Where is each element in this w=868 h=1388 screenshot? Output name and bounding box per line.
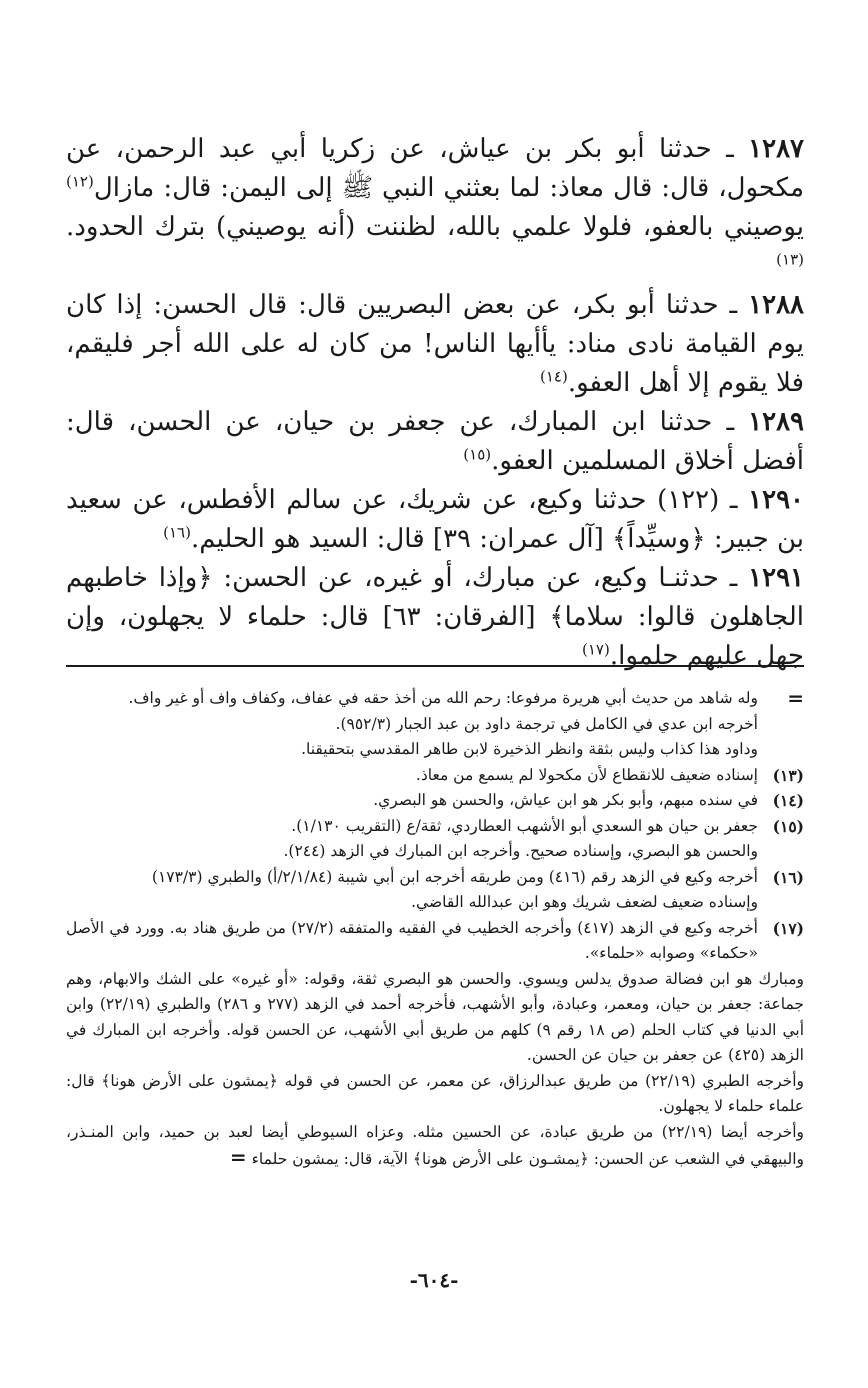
- footnote-line: جعفر بن حيان هو السعدي أبو الأشهب العطاردي، ثقة/ع (التقريب ١/١٣٠).: [291, 816, 758, 835]
- footnote-13: [66, 763, 804, 789]
- paragraph-1289: [66, 403, 804, 481]
- footnote-ref: (١٧): [581, 640, 610, 659]
- footnote-17-tail-2: وأخرجه الطبري (٢٢/١٩) من طريق عبدالرزاق، عن معمر، عن الحسن في قوله ﴿يمشون على الأرض هونا﴾ قال: علماء حلماء لا يجهلون.: [66, 1071, 805, 1115]
- hadith-number: ١٢٩١: [748, 563, 804, 593]
- footnote-line: وله شاهد من حديث أبي هريرة مرفوعا: رحم الله من أخذ حقه في عفاف، وكفاف واف أو غير واف.: [128, 689, 758, 707]
- footnote-17-tail-1: ومبارك هو ابن فضالة صدوق يدلس ويسوي. والحسن هو البصري ثقة، وقوله: «أو غيره» على الشك والابهام، وهم جماعة: جعفر بن حيان، ومعمر، وعبادة، وأبو الأشهب، فأخرجه أحمد في الزهد (٢٧٧ و ٢٨٦) والطبري (٢٢/١٩) وابن أبي الدنيا في كتاب الحلم (ص ١٨ رقم ٩) كلهم من طريق أبي الأشهب، عن الحسن قوله. وأخرجه ابن المبارك في الزهد (٤٢٥) عن جعفر بن حيان عن الحسن.: [66, 969, 804, 1064]
- hadith-text: ـ حدثنا أبو بكر، عن بعض البصريين قال: قال الحسن: إذا كان يوم القيامة نادى مناد: يأأيها الناس! من كان له على الله أجر فليقم، فلا يقوم إلا أهل العفو.: [66, 290, 804, 398]
- hadith-text: ـ حدثنا أبو بكر بن عياش، عن زكريا أبي عبد الرحمن، عن مكحول، قال: قال معاذ: لما بعثني النبي ﷺ إلى اليمن: قال: مازال: [66, 134, 804, 203]
- footnote-separator: [66, 665, 804, 667]
- footnotes: [66, 686, 804, 1173]
- footnote-ref: (١٥): [463, 445, 492, 464]
- footnote-line: والحسن هو البصري، وإسناده صحيح. وأخرجه ابن المبارك في الزهد (٢٤٤).: [283, 842, 758, 860]
- hadith-number: ١٢٩٠: [748, 485, 804, 515]
- hadith-text: ـ (١٢٢) حدثنا وكيع، عن شريك، عن سالم الأفطس، عن سعيد بن جبير: ﴿وسيِّداً﴾ [آل عمران: ٣٩] قال: السيد هو الحليم.: [66, 485, 804, 554]
- footnote-label: (١٧): [772, 918, 804, 938]
- footnote-label: (١٣): [772, 765, 804, 785]
- footnote-line: إسناده ضعيف للانقطاع لأن مكحولا لم يسمع من معاذ.: [415, 765, 758, 784]
- hadith-number: ١٢٨٧: [748, 134, 804, 164]
- paragraph-1291: [66, 559, 804, 676]
- footnote-15: [66, 814, 804, 865]
- footnote-label: (١٤): [772, 791, 804, 810]
- footnote-ref: (١٦): [163, 523, 191, 542]
- footnote-line: أخرجه وكيع في الزهد رقم (٤١٦) ومن طريقه أخرجه ابن أبي شيبة (٢/١/٨٤/أ) والطبري (١٧٣/٣): [151, 867, 758, 886]
- footnote-label: (١٦): [772, 867, 804, 887]
- footnote-line: في سنده مبهم، وأبو بكر هو ابن عياش، والحسن هو البصري.: [373, 791, 758, 809]
- footnote-17: [66, 916, 804, 967]
- footnote-line: وأخرجه أيضا (٢٢/١٩) من طريق عبادة، عن الحسين مثله. وعزاه السيوطي أيضا لعبد بن حميد، وابن المنـذر، والبيهقي في الشعب عن الحسن: ﴿يمشـون على الأرض هونا﴾ الآية، قال: يمشون حلماء: [66, 1122, 804, 1168]
- footnote-16: [66, 865, 804, 916]
- footnote-line: وإسناده ضعيف لضعف شريك وهو ابن عبدالله القاضي.: [411, 893, 758, 911]
- hadith-number: ١٢٨٨: [748, 290, 804, 320]
- footnote-continued: [66, 686, 804, 763]
- paragraph-1288: [66, 286, 804, 403]
- footnote-line: أخرجه ابن عدي في الكامل في ترجمة داود بن عبد الجبار (٩٥٢/٣).: [335, 714, 758, 733]
- footnote-label: (١٥): [772, 816, 804, 836]
- footnote-ref: (١٢): [66, 172, 94, 191]
- paragraph-1287: [66, 130, 804, 286]
- hadith-number: ١٢٨٩: [748, 407, 804, 437]
- hadith-text-continued: يوصيني بالعفو، فلولا علمي بالله، لظننت (أنه يوصيني) بترك الحدود.: [66, 212, 804, 242]
- footnote-line: أخرجه وكيع في الزهد (٤١٧) وأخرجه الخطيب في الفقيه والمتفقه (٢٧/٢) من طريق هناد به. وورد في الأصل «حكماء» وصوابه «حلماء».: [66, 918, 758, 962]
- footnote-line: وداود هذا كذاب وليس بثقة وانظر الذخيرة لابن طاهر المقدسي بتحقيقنا.: [301, 740, 758, 758]
- page-number: -٦٠٤-: [409, 1268, 459, 1292]
- footnote-14: [66, 788, 804, 814]
- hadith-text: ـ حدثنا ابن المبارك، عن جعفر بن حيان، عن الحسن، قال: أفضل أخلاق المسلمين العفو.: [66, 407, 804, 476]
- continues-mark: =: [229, 1145, 247, 1169]
- continued-mark: =: [787, 686, 804, 710]
- footnote-17-tail-3: [66, 1120, 804, 1173]
- footnote-ref: (١٣): [776, 250, 804, 269]
- paragraph-1290: [66, 481, 804, 559]
- hadith-text: ـ حدثنـا وكيع، عن مبارك، أو غيره، عن الحسن: ﴿وإذا خاطبهم الجاهلون قالوا: سلاما﴾ [الفرقان: ٦٣] قال: حلماء لا يجهلون، وإن جهل عليهم حلموا.: [66, 563, 804, 671]
- footnote-ref: (١٤): [540, 367, 568, 386]
- main-text: [66, 130, 804, 676]
